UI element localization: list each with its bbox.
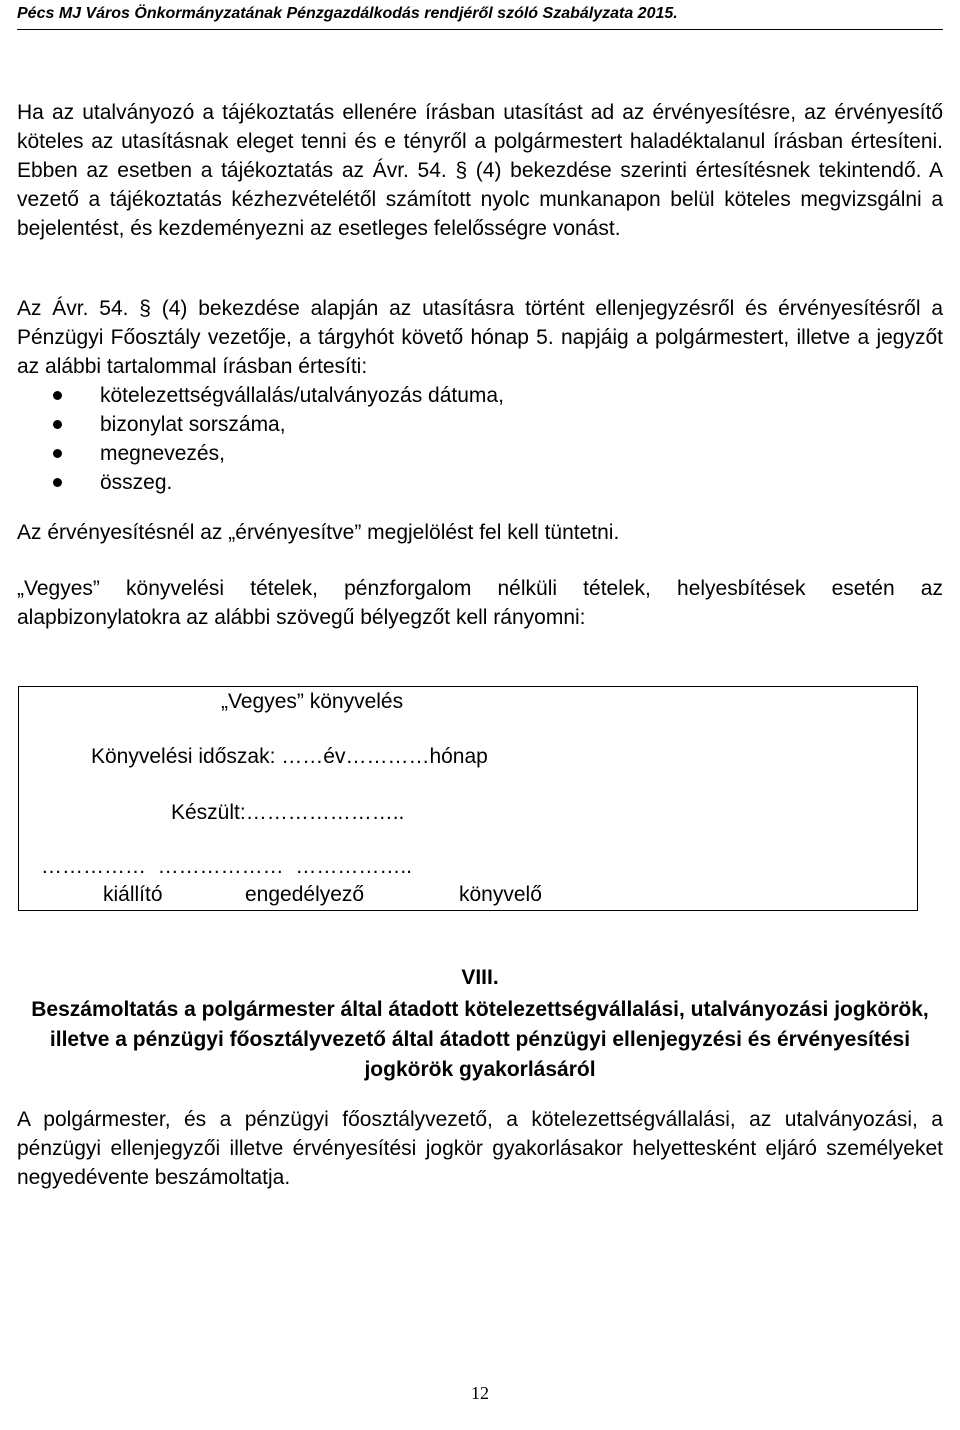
list-item: kötelezettségvállalás/utalványozás dátuma, (50, 381, 504, 410)
paragraph-validation-mark: Az érvényesítésnél az „érvényesítve” megjelölést fel kell tüntetni. (17, 521, 620, 544)
stamp-box (18, 686, 918, 911)
list-item: összeg. (50, 468, 504, 497)
notification-content-list (50, 381, 504, 497)
stamp-signer-bookkeeper: könyvelő (459, 883, 542, 906)
stamp-title: „Vegyes” könyvelés (221, 690, 404, 713)
running-header: Pécs MJ Város Önkormányzatának Pénzgazdálkodás rendjéről szóló Szabályzata 2015. (17, 5, 943, 30)
paragraph-notification: Az Ávr. 54. § (4) bekezdése alapján az utasításra történt ellenjegyzésről és érvényesítésről a Pénzügyi Főosztály vezetője, a tárgyhót követő hónap 5. napjáig a polgármestert, illetve a jegyzőt az alábbi tartalommal írásban értesíti: (17, 297, 943, 378)
bullet-icon (53, 478, 62, 487)
stamp-signer-approver: engedélyező (245, 883, 365, 906)
bullet-icon (53, 391, 62, 400)
section-number: VIII. (461, 966, 499, 989)
bullet-icon (53, 449, 62, 458)
stamp-period-line: Könyvelési időszak: ……év…………hónap (91, 745, 488, 768)
stamp-signer-issuer: kiállító (103, 883, 163, 906)
page-number: 12 (471, 1383, 489, 1403)
paragraph-mixed-entries: „Vegyes” könyvelési tételek, pénzforgalom nélküli tételek, helyesbítések esetén az alapbizonylatokra az alábbi szövegű bélyegzőt kell rányomni: (17, 577, 943, 629)
stamp-prepared-line: Készült:………………….. (171, 801, 405, 824)
list-item: bizonylat sorszáma, (50, 410, 504, 439)
stamp-signature-dots: …………… ……………… …………….. (41, 855, 413, 878)
list-item: megnevezés, (50, 439, 504, 468)
section-title: Beszámoltatás a polgármester által átadott kötelezettségvállalási, utalványozási jogkörök, illetve a pénzügyi főosztályvezető által átadott pénzügyi ellenjegyzési és érvényesítési jogkörök gyakorlásáról (31, 998, 929, 1081)
paragraph-reporting: A polgármester, és a pénzügyi főosztályvezető, a kötelezettségvállalási, az utalványozási, a pénzügyi ellenjegyzői illetve érvényesítési jogkör gyakorlásakor helyettesként eljáró személyeket negyedévente beszámoltatja. (17, 1108, 943, 1189)
bullet-icon (53, 420, 62, 429)
paragraph-instruction-override: Ha az utalványozó a tájékoztatás ellenére írásban utasítást ad az érvényesítésre, az érvényesítő köteles az utasításnak eleget tenni és e tényről a polgármestert haladéktalanul írásban értesíteni. Ebben az esetben a tájékoztatás az Ávr. 54. § (4) bekezdése szerinti értesítésnek tekintendő. A vezető a tájékoztatás kézhezvételétől számított nyolc munkanapon belül köteles megvizsgálni a bejelentést, és kezdeményezni az esetleges felelősségre vonást. (17, 101, 943, 240)
